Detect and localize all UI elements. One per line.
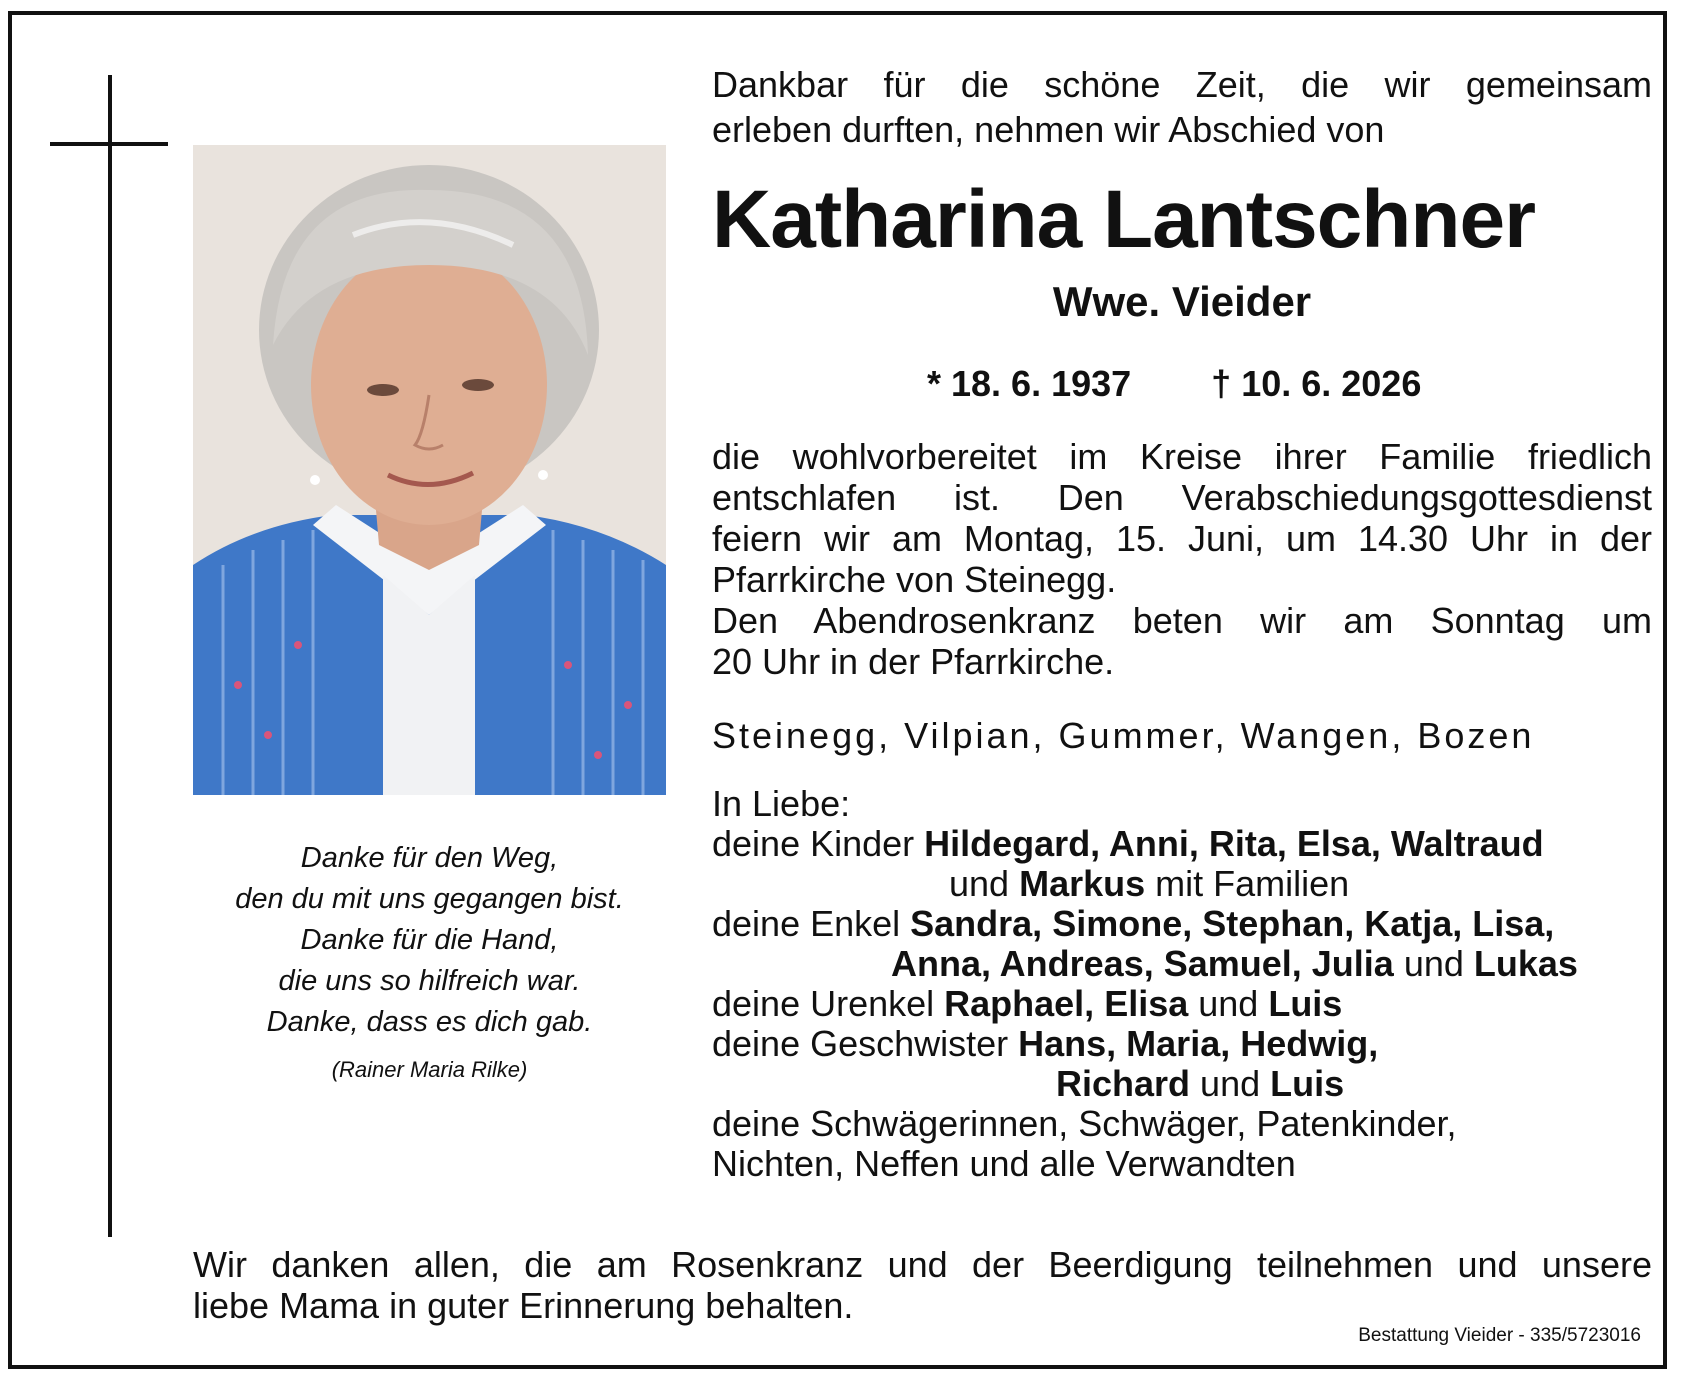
birth-date: * 18. 6. 1937 [927,363,1132,404]
poem [193,838,666,1083]
poem-line: Danke, dass es dich gab. [266,1006,593,1038]
family-row-grandchildren [712,904,1652,944]
poem-author: (Rainer Maria Rilke) [331,1057,528,1082]
family-row-children [712,824,1652,864]
announcement-line: feiern wir am Montag, 15. Juni, um 14.30 Uhr in der [712,518,1652,559]
family-label: deine Geschwister [712,1023,1019,1064]
family-conj: und [1190,1063,1271,1104]
intro-line-1: Dankbar für die schöne Zeit, die wir gemeinsam [712,64,1652,105]
announcement-line: die wohlvorbereitet im Kreise ihrer Familie friedlich [712,436,1652,477]
family-label: deine Enkel [712,903,911,944]
family-names: Markus [1019,863,1146,904]
cross-icon-vertical [108,75,112,1237]
widow-of: Wwe. Vieider [1052,278,1312,325]
obituary-notice [8,11,1667,1369]
poem-line: Danke für den Weg, [300,842,559,874]
announcement-line: Den Abendrosenkranz beten wir am Sonntag um [712,600,1652,641]
family-names: Lukas [1473,943,1578,984]
funeral-home-contact: Bestattung Vieider - 335/5723016 [1358,1325,1641,1346]
family-conj: und [949,863,1020,904]
family-row-siblings [712,1024,1652,1064]
family-names: Luis [1270,1063,1345,1104]
family-suffix: mit Familien [1145,863,1350,904]
family-names: Luis [1268,983,1343,1024]
family-conj: und [1393,943,1474,984]
family-row-siblings-cont [712,1064,1652,1104]
death-date: † 10. 6. 2026 [1211,363,1422,404]
announcement [712,436,1652,682]
announcement-line: Pfarrkirche von Steinegg. [712,559,1117,600]
family-names: Raphael, Elisa [944,983,1189,1024]
deceased-name: Katharina Lantschner [712,174,1535,265]
family-row-grandchildren-cont [712,944,1652,984]
family-names: Anna, Andreas, Samuel, Julia [891,943,1394,984]
thanks-text [193,1244,1652,1326]
poem-line: die uns so hilfreich war. [278,965,581,997]
thanks-line: liebe Mama in guter Erinnerung behalten. [193,1285,854,1326]
announcement-line: 20 Uhr in der Pfarrkirche. [712,641,1115,682]
family-row-children-cont [712,864,1652,904]
poem-line: den du mit uns gegangen bist. [235,883,624,915]
places: Steinegg, Vilpian, Gummer, Wangen, Bozen [712,715,1535,756]
thanks-line: Wir danken allen, die am Rosenkranz und der Beerdigung teilnehmen und unsere [193,1244,1652,1285]
family-names: Richard [1056,1063,1191,1104]
family-list [712,784,1652,1184]
poem-line: Danke für die Hand, [300,924,559,956]
cross-icon-horizontal [50,142,168,146]
family-label: deine Urenkel [712,983,945,1024]
life-dates [712,362,1652,406]
portrait-photo [193,145,666,795]
family-conj: und [1188,983,1269,1024]
intro-line-2: erleben durften, nehmen wir Abschied von [712,109,1385,150]
family-label: deine Kinder [712,823,925,864]
family-names: Sandra, Simone, Stephan, Katja, Lisa, [910,903,1555,944]
announcement-line: entschlafen ist. Den Verabschiedungsgottesdienst [712,477,1652,518]
family-names: Hans, Maria, Hedwig, [1018,1023,1379,1064]
family-row-relatives: Nichten, Neffen und alle Verwandten [712,1143,1296,1184]
portrait-illustration [193,145,666,795]
family-row-great-grandchildren [712,984,1652,1024]
family-row-inlaws: deine Schwägerinnen, Schwäger, Patenkinder, [712,1103,1457,1144]
family-heading: In Liebe: [712,783,851,824]
family-names: Hildegard, Anni, Rita, Elsa, Waltraud [924,823,1544,864]
obituary-text [712,62,1652,1184]
